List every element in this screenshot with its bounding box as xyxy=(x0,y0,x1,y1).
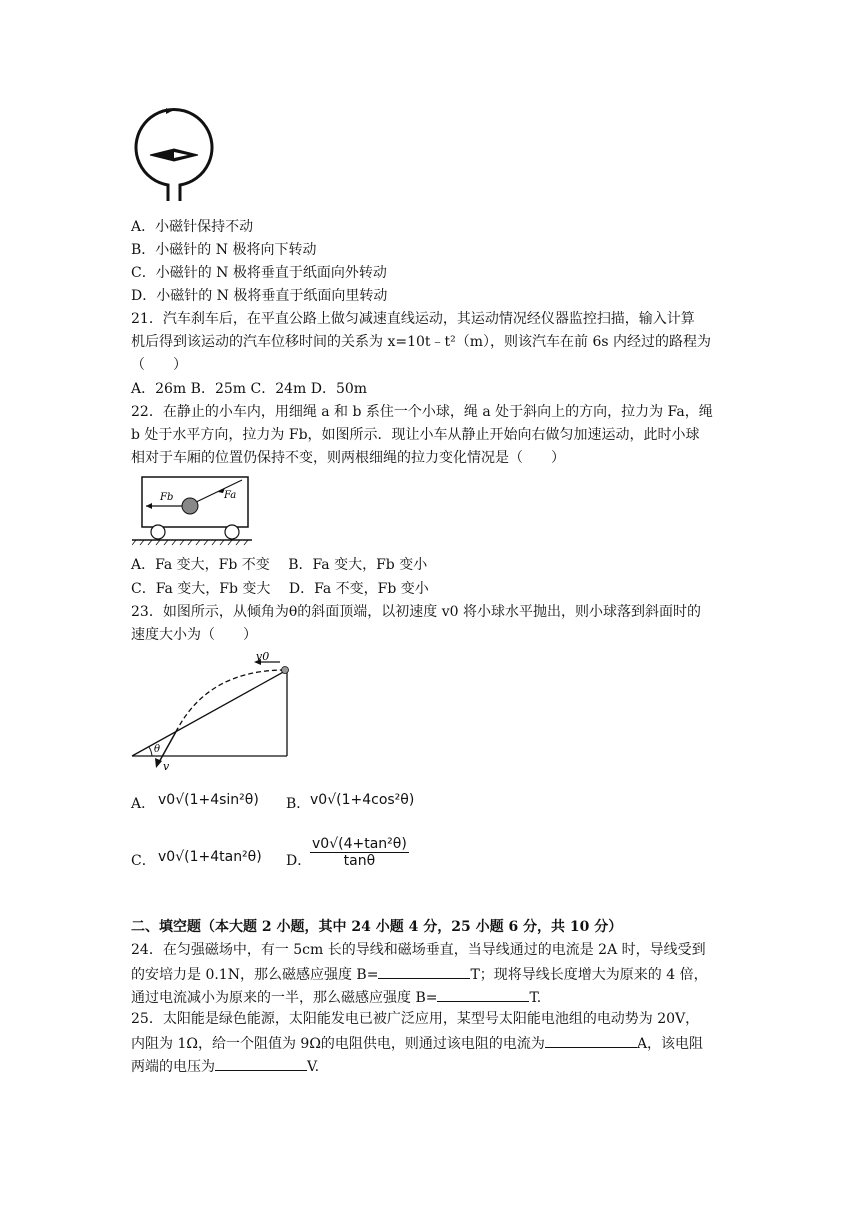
wheel-icon xyxy=(225,525,239,539)
q20-option-c: C．小磁针的 N 极将垂直于纸面向外转动 xyxy=(131,265,387,281)
q23-option-d-formula: v0√(4+tan²θ) tanθ xyxy=(312,836,407,869)
q20-option-a: A．小磁针保持不动 xyxy=(131,219,254,235)
q23-option-a-formula: v0√(1+4sin²θ) xyxy=(158,792,259,808)
q20-option-b: B．小磁针的 N 极将向下转动 xyxy=(131,242,317,258)
q25-blank-2[interactable] xyxy=(215,1056,307,1071)
fa-label: Fa xyxy=(224,490,237,501)
q24-stem-line2: 的安培力是 0.1N，那么磁感应强度 B= T；现将导线长度增大为原来的 4 倍， xyxy=(131,964,708,984)
q21-options: A．26m B．25m C．24m D．50m xyxy=(131,381,368,397)
q23-option-a-label: A． xyxy=(131,796,156,812)
q24-blank-2[interactable] xyxy=(437,987,529,1002)
q23-option-c-label: C． xyxy=(131,853,156,869)
q23-stem-line1: 23．如图所示，从倾角为θ的斜面顶端，以初速度 v0 将小球水平抛出，则小球落到斜面时的 xyxy=(131,604,701,620)
q21-stem-line3: （ ） xyxy=(131,357,187,373)
q23-stem-line2: 速度大小为（ ） xyxy=(131,627,257,643)
q25-stem-line2: 内阻为 1Ω，给一个阻值为 9Ω的电阻供电，则通过该电阻的电流为 A，该电阻 xyxy=(131,1033,703,1053)
q24-stem-line1: 24．在匀强磁场中，有一 5cm 长的导线和磁场垂直，当导线通过的电流是 2A 时，导线受到 xyxy=(131,942,706,958)
cart-figure xyxy=(132,474,252,546)
q24-stem-line3: 通过电流减小为原来的一半，那么磁感应强度 B= T. xyxy=(131,987,541,1007)
q23-option-c-formula: v0√(1+4tan²θ) xyxy=(158,849,262,865)
q22-options-row2: C．Fa 变大，Fb 变大 D．Fa 不变，Fb 变小 xyxy=(131,581,429,597)
section2-heading: 二、填空题（本大题 2 小题，其中 24 小题 4 分，25 小题 6 分，共 10 分） xyxy=(131,919,623,935)
q22-options-row1: A．Fa 变大，Fb 不变 B．Fa 变大，Fb 变小 xyxy=(131,557,428,573)
q25-blank-1[interactable] xyxy=(545,1033,637,1048)
q23-option-d-label: D． xyxy=(286,853,312,869)
q23-option-b-label: B． xyxy=(286,796,311,812)
q24-blank-1[interactable] xyxy=(378,964,470,979)
v-label: v xyxy=(163,760,170,773)
v0-label: v0 xyxy=(256,652,270,663)
incline-figure xyxy=(130,652,294,774)
q21-stem-line2: 机后得到该运动的汽车位移时间的关系为 x=10t﹣t²（m），则该汽车在前 6s 内经过的路程为 xyxy=(131,334,712,350)
current-loop-figure xyxy=(128,105,220,203)
q25-stem-line1: 25．太阳能是绿色能源，太阳能发电已被广泛应用，某型号太阳能电池组的电动势为 20V， xyxy=(131,1011,700,1027)
theta-label: θ xyxy=(154,744,161,755)
wheel-icon xyxy=(151,525,165,539)
q23-option-b-formula: v0√(1+4cos²θ) xyxy=(310,792,415,808)
q22-stem-line2: b 处于水平方向，拉力为 Fb，如图所示．现让小车从静止开始向右做匀加速运动，此时小球 xyxy=(131,427,700,443)
q20-option-d: D．小磁针的 N 极将垂直于纸面向里转动 xyxy=(131,288,388,304)
q22-stem-line1: 22．在静止的小车内，用细绳 a 和 b 系住一个小球，绳 a 处于斜向上的方向，拉力为 Fa，绳 xyxy=(131,404,713,420)
q22-stem-line3: 相对于车厢的位置仍保持不变，则两根细绳的拉力变化情况是（ ） xyxy=(131,450,565,466)
q25-stem-line3: 两端的电压为 V. xyxy=(131,1056,319,1076)
q21-stem-line1: 21．汽车刹车后，在平直公路上做匀减速直线运动，其运动情况经仪器监控扫描，输入计算 xyxy=(131,311,695,327)
fb-label: Fb xyxy=(160,492,174,503)
